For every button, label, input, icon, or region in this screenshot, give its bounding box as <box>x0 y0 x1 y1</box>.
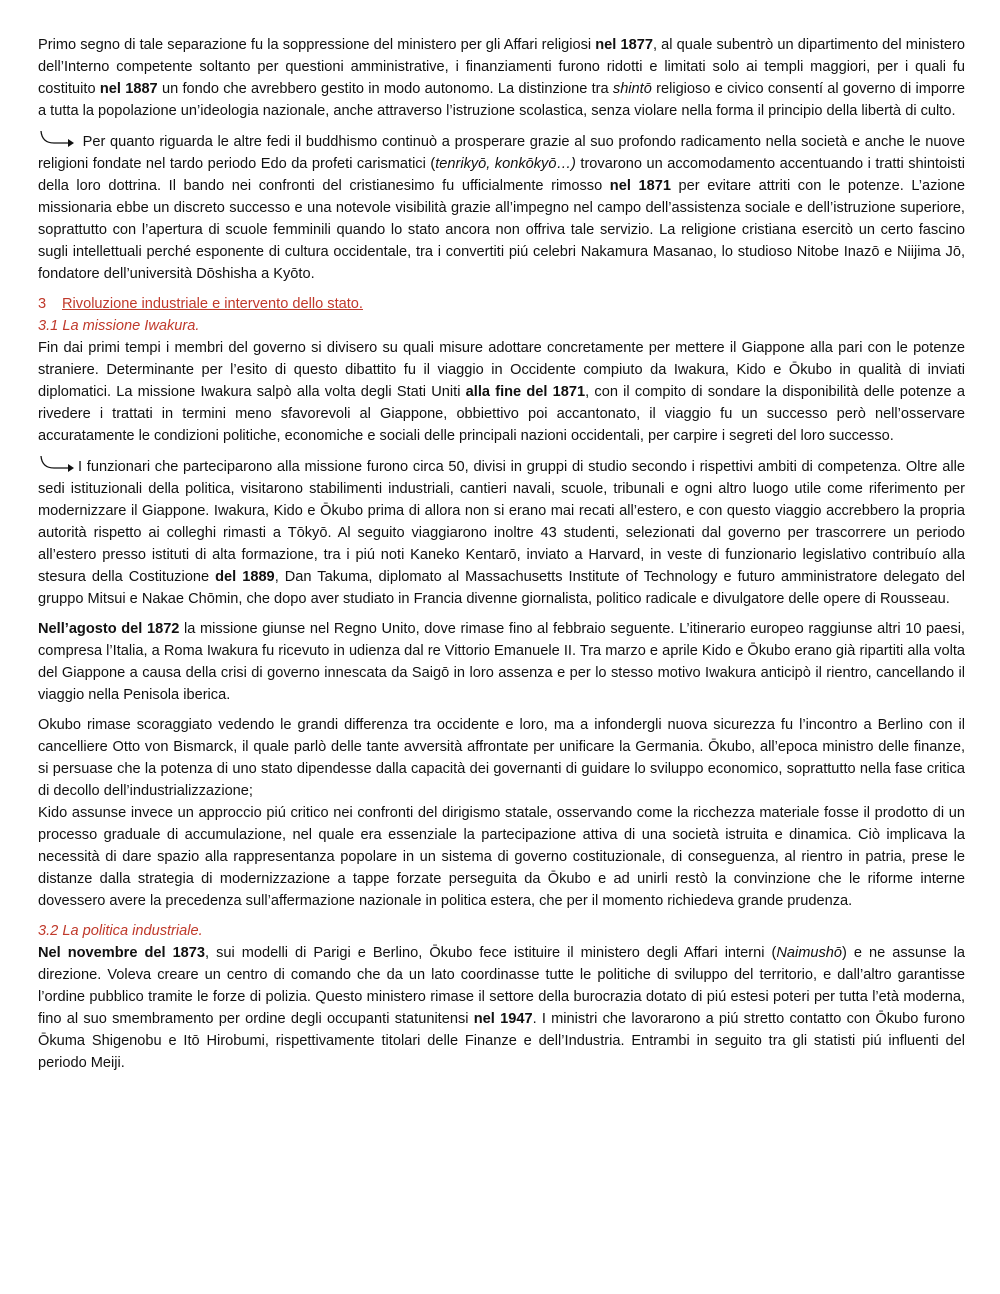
term-new-religions: tenrikyō, konkōkyō…) <box>435 156 576 172</box>
subsection-heading-3-1: 3.1 La missione Iwakura. <box>38 318 200 334</box>
subsection-heading-3-2: 3.2 La politica industriale. <box>38 923 203 939</box>
date-1877: nel 1877 <box>595 37 653 53</box>
term-naimusho: Naimushō <box>776 945 843 961</box>
section-heading-3: 3 Rivoluzione industriale e intervento dello stato. <box>38 296 363 312</box>
document-page <box>38 34 965 1074</box>
date-1889: del 1889 <box>215 569 275 585</box>
curved-arrow-icon <box>38 455 78 473</box>
paragraph-kido-approach: Kido assunse invece un approccio piú critico nei confronti del dirigismo statale, osservando come la ricchezza materiale fosse il prodotto di un processo graduale di accumulazione, nel quale era essenziale la partecipazione attiva di una società istruita e dinamica. Ciò implicava la necessità di dare spazio alla rappresentanza popolare in un sistema di governo costituzionale, di conseguenza, al rientro in patria, prese le distanze dalla strategia di modernizzazione a tappe forzate perseguita da Ōkubo e ad unirli restò la convinzione che le riforme interne dovessero avere la precedenza sull’affermazione nazionale in politica estera, che per il momento richiedeva grande prudenza. <box>38 805 965 909</box>
term-shinto: shintō <box>612 81 652 97</box>
paragraph-industrial-policy: Nel novembre del 1873, sui modelli di Parigi e Berlino, Ōkubo fece istituire il ministero degli Affari interni (Naimushō) e ne assunse la direzione. Voleva creare un centro di comando che da un lato coordinasse tutte le politiche di sviluppo del territorio, e dall’altro garantisse l’ordine pubblico tramite le forze di polizia. Questo ministero rimase il settore della burocrazia dotato di piú estesi poteri per tutta l’età moderna, fino al suo smembramento per ordine degli occupanti statunitensi nel 1947. I ministri che lavorarono a piú stretto contatto con Ōkubo furono Ōkuma Shigenobu e Itō Hirobumi, rispettivamente titolari delle Finanze e dell’Industria. Entrambi in seguito tra gli statisti piú influenti del periodo Meiji. <box>38 945 965 1071</box>
date-1871: nel 1871 <box>609 178 671 194</box>
paragraph-religious-separation: Primo segno di tale separazione fu la soppressione del ministero per gli Affari religiosi nel 1877, al quale subentrò un dipartimento del ministero dell’Interno competente soltanto per questioni amministrative, i finanziamenti furono ridotti e limitati solo ai templi maggiori, per i quali fu costituito nel 1887 un fondo che avrebbero gestito in modo autonomo. La distinzione tra shintō religioso e civico consentí al governo di imporre a tutta la popolazione un’ideologia nazionale, anche attraverso l’istruzione scolastica, senza violare nella forma il principio della libertà di culto. <box>38 37 965 119</box>
paragraph-europe-journey: Nell’agosto del 1872 la missione giunse nel Regno Unito, dove rimase fino al febbraio seguente. L’itinerario europeo raggiunse altri 10 paesi, compresa l’Italia, a Roma Iwakura fu ricevuto in udienza dal re Vittorio Emanuele II. Tra marzo e aprile Kido e Ōkubo erano già ripartiti alla volta del Giappone a causa della crisi di governo innescata da Saigō in loro assenza e per lo stesso motivo Iwakura anticipò il rientro, cancellando il viaggio nella Penisola iberica. <box>38 621 965 703</box>
paragraph-mission-officials: I funzionari che parteciparono alla missione furono circa 50, divisi in gruppi di studio secondo i rispettivi ambiti di competenza. Oltre alle sedi istituzionali della politica, visitarono stabilimenti industriali, cantieri navali, scuole, tribunali e ogni altro luogo utile come riferimento per modernizzare il Giappone. Iwakura, Kido e Ōkubo prima di allora non si erano mai recati all’estero, e con questo viaggio accrebbero la propria autorità rispetto ai colleghi rimasti a Tōkyō. Al seguito viaggiarono inoltre 43 studenti, selezionati dal governo per trascorrere un periodo all’estero presso istituti di alta formazione, tra i piú noti Kaneko Kentarō, inviato a Harvard, in veste di funzionario legislativo contribuío alla stesura della Costituzione del 1889, Dan Takuma, diplomato al Massachusetts Institute of Technology e futuro amministratore delegato del gruppo Mitsui e Nakae Chōmin, che dopo aver studiato in Francia divenne giornalista, politico radicale e divulgatore delle opere di Rousseau. <box>38 455 965 610</box>
paragraph-iwakura-mission: Fin dai primi tempi i membri del governo si divisero su quali misure adottare concretamente per mettere il Giappone alla pari con le potenze straniere. Determinante per l’esito di questo dibattito fu il viaggio in Occidente compiuto da Iwakura, Kido e Ōkubo in qualità di inviati diplomatici. La missione Iwakura salpò alla volta degli Stati Uniti alla fine del 1871, con il compito di sondare la disponibilità delle potenze a rivedere i trattati in termini meno sfavorevoli al Giappone, obbiettivo poi accantonato, il viaggio fu un successo però nell’osservare accuratamente le condizioni politiche, economiche e sociali delle principali nazioni occidentali, per carpire i segreti del loro successo. <box>38 340 965 444</box>
date-august-1872: Nell’agosto del 1872 <box>38 621 180 637</box>
paragraph-other-faiths: Per quanto riguarda le altre fedi il buddhismo continuò a prosperare grazie al suo profondo radicamento nella società e anche le nuove religioni fondate nel tardo periodo Edo da profeti carismatici (tenrikyō, konkōkyō…) trovarono un accomodamento accentuando i tratti shintoisti della loro dottrina. Il bando nei confronti del cristianesimo fu ufficialmente rimosso nel 1871 per evitare attriti con le potenze. L’azione missionaria ebbe un discreto successo e una notevole visibilità grazie all’impegno nel campo dell’assistenza sociale e dell’istruzione superiore, soprattutto con l’apertura di scuole femminili quando lo stato ancora non offriva tale servizio. La religione cristiana esercitò un certo fascino sugli intellettuali perché esponente di cultura occidentale, tra i convertiti piú celebri Nakamura Masanao, lo studioso Nitobe Inazō e Niijima Jō, fondatore dell’università Dōshisha a Kyōto. <box>38 130 965 285</box>
date-1947: nel 1947 <box>473 1011 533 1027</box>
paragraph-okubo-bismarck: Okubo rimase scoraggiato vedendo le grandi differenza tra occidente e loro, ma a infondergli nuova sicurezza fu l’incontro a Berlino con il cancelliere Otto von Bismarck, il quale parlò delle tante avversità affrontate per unificare la Germania. Ōkubo, all’epoca ministro delle finanze, si persuase che la potenza di uno stato dipendesse dalla capacità dei governanti di guidare lo sviluppo economico, soprattutto nella fase critica di decollo dell’industrializzazione; <box>38 717 965 799</box>
date-november-1873: Nel novembre del 1873 <box>38 945 206 961</box>
date-end-1871: alla fine del 1871 <box>465 384 586 400</box>
curved-arrow-icon <box>38 130 78 148</box>
date-1887: nel 1887 <box>99 81 158 97</box>
